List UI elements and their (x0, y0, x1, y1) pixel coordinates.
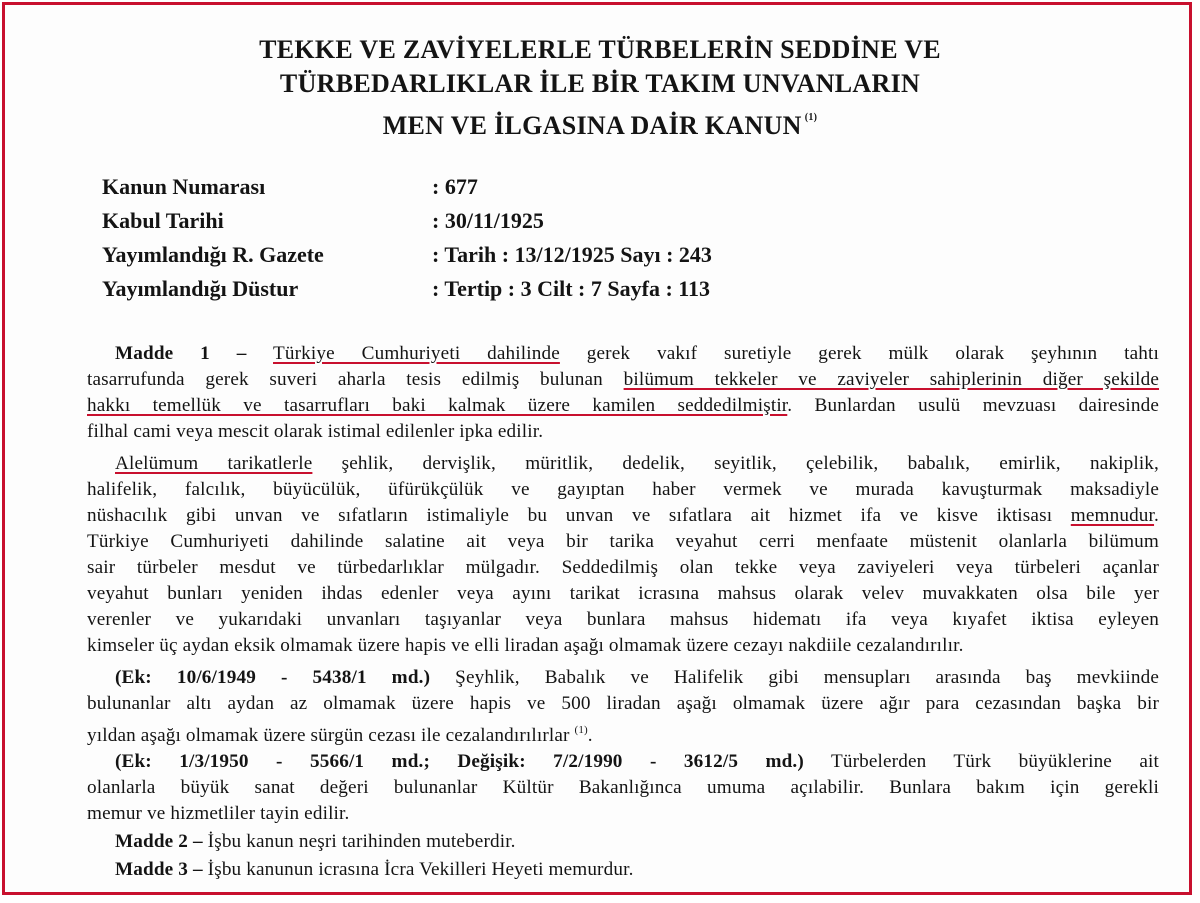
para2-underlined-1: Alelümum tarikatlerle (115, 453, 313, 474)
ek1950-line-3: memur ve hizmetliler tayin edilir. (87, 803, 350, 824)
meta-label-acceptance-date: Kabul Tarihi (102, 208, 224, 233)
para2-line-7: verenler ve yukarıdaki unvanları taşıyanlar veya bunlara mahsus hidematı ifa veya kıyafet iktisa eyleyen (87, 609, 1159, 630)
para2-text-3: nüshacılık gibi unvan ve sıfatların istimaliyle bu unvan ve sıfatlara ait hizmet ifa ve kisve iktisası (87, 505, 1053, 526)
madde3-label: Madde 3 – (115, 859, 203, 880)
meta-value-dustur: : Tertip : 3 Cilt : 7 Sayfa : 113 (432, 276, 711, 301)
para2-line-8: kimseler üç aydan eksik olmamak üzere hapis ve elli liradan aşağı olmamak üzere cezayı nakdiile cezalandırılır. (87, 635, 964, 656)
madde1-text-3: . Bunlardan usulü mevzuası dairesinde (787, 395, 1159, 416)
madde3-line (115, 857, 1159, 883)
madde1-line-2 (87, 367, 1159, 393)
para2-line-6: veyahut bunları yeniden ihdas edenler veya ayını tarikat icrasına mahsus olarak velev muvakkaten olsa bile yer (87, 583, 1159, 604)
para2-line-4: Türkiye Cumhuriyeti dahilinde salatine ait veya bir tarika veyahut cerri menfaate müstenit olanlarla bilümum (87, 531, 1159, 552)
ek1949-label: (Ek: 10/6/1949 - 5438/1 md.) (115, 667, 431, 688)
document-frame (2, 2, 1192, 895)
madde1-label: Madde 1 – (115, 343, 247, 364)
madde1-underlined-3: hakkı temellük ve tasarrufları baki kalmak üzere kamilen seddedilmiştir (87, 395, 788, 416)
title-line-1: TEKKE VE ZAVİYELERLE TÜRBELERİN SEDDİNE VE (259, 35, 941, 64)
para2-line-2: halifelik, falcılık, büyücülük, üfürükçülük ve gayıptan haber vermek ve murada kavuşturmak maksadiyle (87, 479, 1159, 500)
ek1950-label: (Ek: 1/3/1950 - 5566/1 md.; Değişik: 7/2/1990 - 3612/5 md.) (115, 751, 804, 772)
title-footnote-marker: (1) (804, 112, 818, 123)
ek1950-line-1 (115, 749, 1159, 775)
meta-value-acceptance-date: : 30/11/1925 (432, 208, 544, 233)
ek1949-line-1 (115, 665, 1159, 691)
title-line-3-text: MEN VE İLGASINA DAİR KANUN (382, 111, 802, 140)
madde1-line-4: filhal cami veya mescit olarak istimal edilenler ipka edilir. (87, 421, 544, 442)
ek1949-line-2: bulunanlar altı aydan az olmamak üzere hapis ve 500 liradan aşağı olmamak üzere ağır para cezasından başka bir (87, 693, 1159, 714)
ek1949-line-3 (87, 717, 1159, 749)
title-line-3 (5, 101, 1195, 143)
para2-line-3 (87, 503, 1159, 529)
madde1-line-1 (115, 341, 1159, 367)
meta-label-dustur: Yayımlandığı Düstur (102, 276, 299, 301)
title-line-2: TÜRBEDARLIKLAR İLE BİR TAKIM UNVANLARIN (279, 69, 921, 98)
para2-line-5: sair türbeler mesdut ve türbedarlıklar mülgadır. Seddedilmiş olan tekke veya zaviyeleri veya türbeleri açanlar (87, 557, 1159, 578)
madde1-underlined-2: bilümum tekkeler ve zaviyeler sahiplerinin diğer şekilde (623, 369, 1160, 390)
para2-line-1 (115, 451, 1159, 477)
meta-value-law-number: : 677 (432, 174, 478, 199)
meta-label-law-number: Kanun Numarası (102, 174, 266, 199)
madde2-line (115, 829, 1159, 855)
meta-label-official-gazette: Yayımlandığı R. Gazete (102, 242, 324, 267)
madde1-text-1: gerek vakıf suretiyle gerek mülk olarak şeyhının tahtı (586, 343, 1159, 364)
ek1950-line-2: olanlarla büyük sanat değeri bulunanlar Kültür Bakanlığınca umuma açılabilir. Bunlara bakım için gerekli (87, 777, 1159, 798)
madde1-text-2: tasarrufunda gerek suveri aharla tesis edilmiş bulunan (87, 369, 603, 390)
madde3-text: İşbu kanunun icrasına İcra Vekilleri Heyeti memurdur. (207, 859, 634, 880)
meta-value-official-gazette: : Tarih : 13/12/1925 Sayı : 243 (432, 242, 712, 267)
ek1949-footnote-marker: (1) (574, 724, 588, 736)
ek1949-text-3: yıldan aşağı olmamak üzere sürgün cezası ile cezalandırılırlar (87, 725, 570, 746)
law-document (5, 5, 1195, 898)
ek1949-text-1: Şeyhlik, Babalık ve Halifelik gibi mensupları arasında baş mevkiinde (455, 667, 1160, 688)
para2-text-1: şehlik, dervişlik, müritlik, dedelik, seyitlik, çelebilik, babalık, emirlik, nakiplik, (341, 453, 1159, 474)
ek1949-text-3-end: . (587, 725, 593, 746)
madde1-line-3 (87, 393, 1159, 419)
madde2-label: Madde 2 – (115, 831, 203, 852)
para2-text-3-end: . (1154, 505, 1159, 526)
madde1-underlined-1: Türkiye Cumhuriyeti dahilinde (273, 343, 560, 364)
para2-underlined-3: memnudur (1070, 505, 1155, 526)
ek1950-text-1: Türbelerden Türk büyüklerine ait (830, 751, 1159, 772)
madde2-text: İşbu kanun neşri tarihinden muteberdir. (207, 831, 516, 852)
